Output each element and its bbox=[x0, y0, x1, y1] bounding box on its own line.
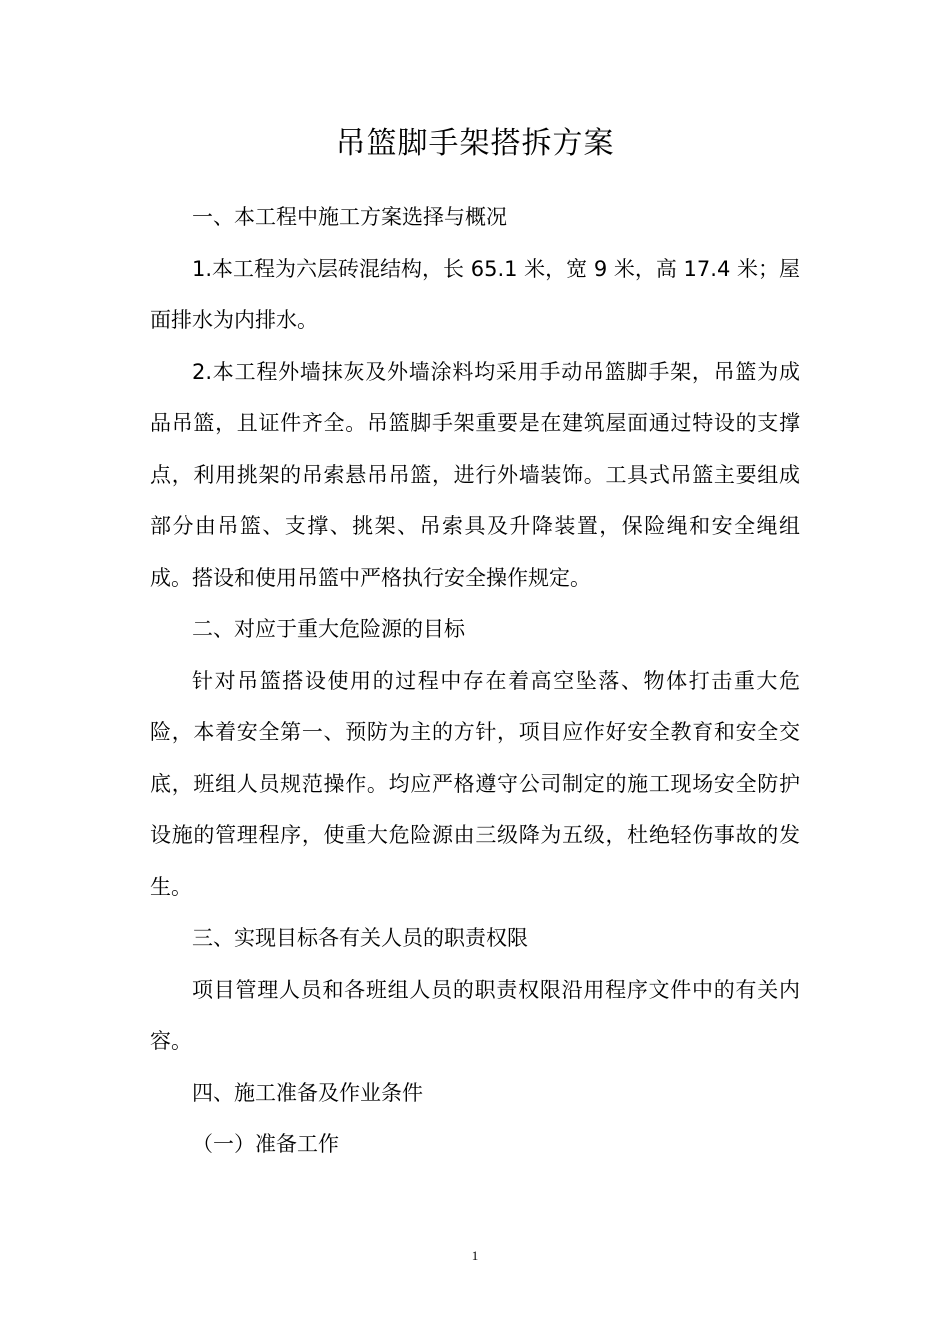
paragraph-responsibilities: 项目管理人员和各班组人员的职责权限沿用程序文件中的有关内容。 bbox=[150, 977, 800, 1053]
section-heading-2: 二、对应于重大危险源的目标 bbox=[192, 617, 465, 641]
paragraph-hazard-target: 针对吊篮搭设使用的过程中存在着高空坠落、物体打击重大危险，本着安全第一、预防为主的方针，项目应作好安全教育和安全交底，班组人员规范操作。均应严格遵守公司制定的施工现场安全防护设施的管理程序，使重大危险源由三级降为五级，杜绝轻伤事故的发生。 bbox=[150, 668, 800, 899]
section-heading-3: 三、实现目标各有关人员的职责权限 bbox=[192, 926, 528, 950]
document-title: 吊篮脚手架搭拆方案 bbox=[335, 126, 615, 161]
paragraph-project-overview-2: 2.本工程外墙抹灰及外墙涂料均采用手动吊篮脚手架，吊篮为成品吊篮，且证件齐全。吊篮脚手架重要是在建筑屋面通过特设的支撑点，利用挑架的吊索悬吊吊篮，进行外墙装饰。工具式吊篮主要组成部分由吊篮、支撑、挑架、吊索具及升降装置，保险绳和安全绳组成。搭设和使用吊篮中严格执行安全操作规定。 bbox=[150, 359, 800, 590]
section-heading-4: 四、施工准备及作业条件 bbox=[192, 1080, 423, 1105]
subsection-heading-preparation: （一）准备工作 bbox=[192, 1132, 339, 1156]
document-body bbox=[150, 192, 800, 1171]
section-heading-1: 一、本工程中施工方案选择与概况 bbox=[192, 205, 507, 229]
paragraph-project-overview-1: 1.本工程为六层砖混结构，长 65.1 米，宽 9 米，高 17.4 米；屋面排水为内排水。 bbox=[150, 256, 800, 332]
page-number: 1 bbox=[471, 1248, 479, 1263]
